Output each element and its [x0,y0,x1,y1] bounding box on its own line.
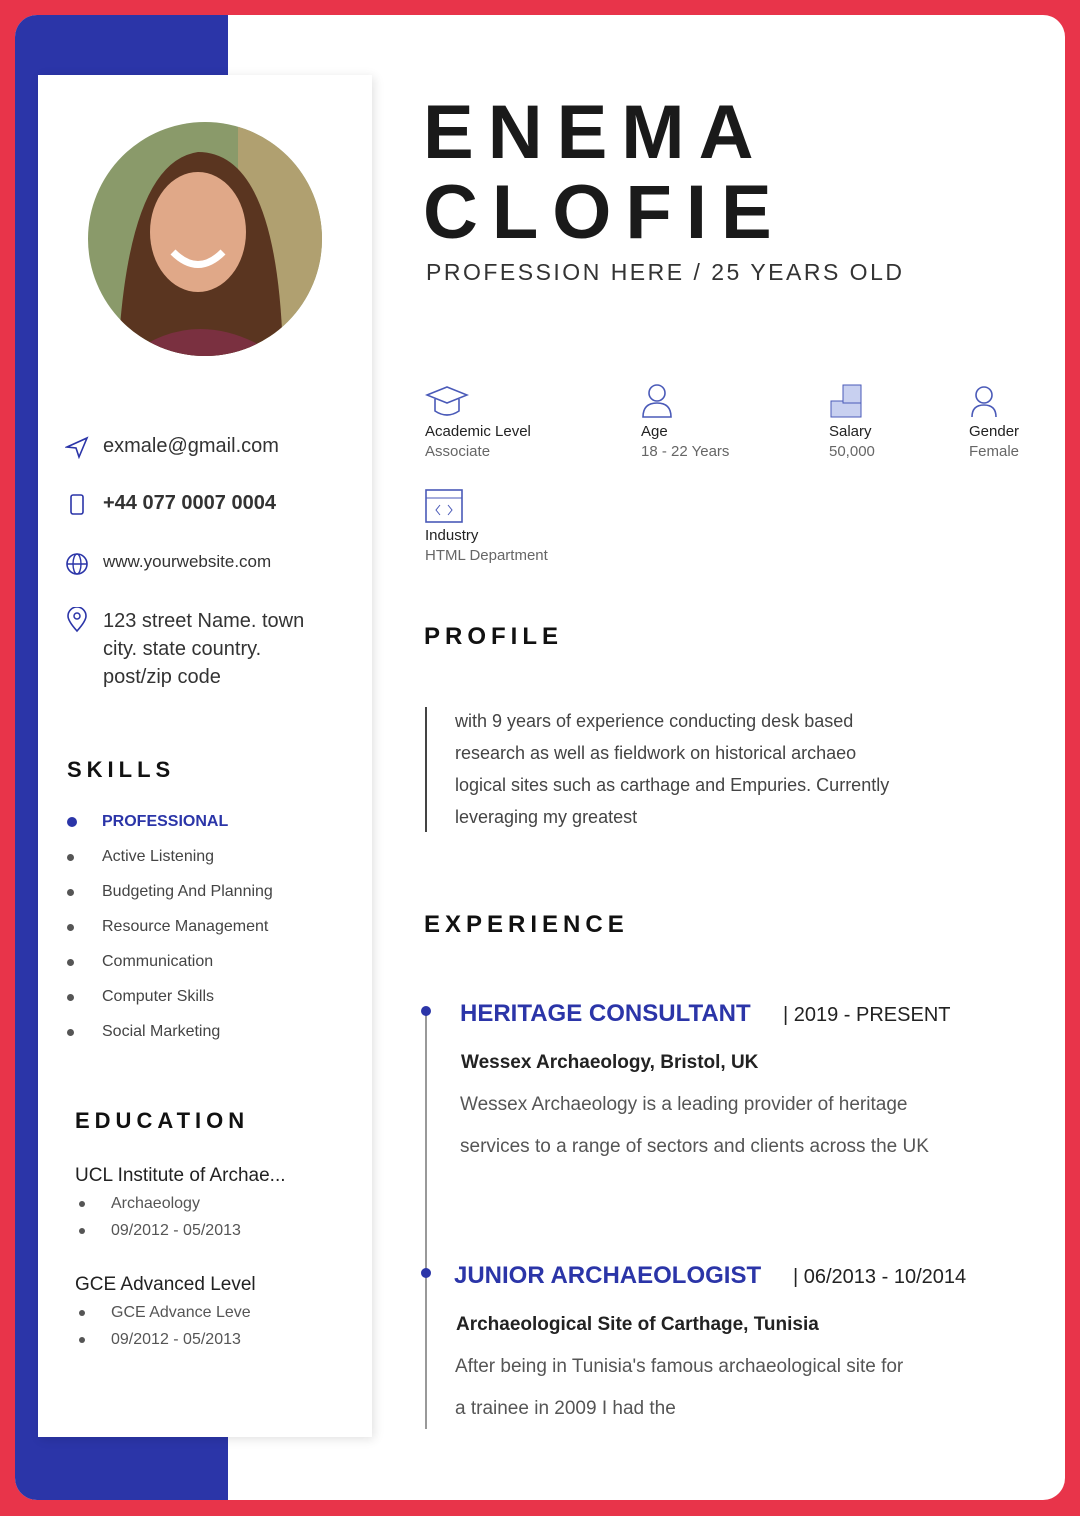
info-salary [829,383,875,460]
info-industry [425,489,548,564]
first-name: ENEMA [423,90,768,175]
skill-item [67,883,273,901]
location-pin-icon [65,607,89,633]
info-gender [969,383,1019,460]
timeline-line [425,1011,427,1429]
info-value: Female [969,443,1020,460]
info-value: 50,000 [829,443,875,460]
address-line: post/zip code [103,666,221,688]
bullet-icon [67,959,74,966]
skill-item [67,848,214,866]
skill-label: Active Listening [102,848,215,865]
profession-subtitle: PROFESSION HERE / 25 YEARS OLD [426,259,905,285]
phone-text: +44 077 0007 0004 [103,492,276,514]
skill-label: Computer Skills [102,988,215,1005]
desc-line: services to a range of sectors and clients across the UK [460,1136,929,1157]
email-text[interactable]: exmale@gmail.com [103,435,279,457]
education-title: GCE Advanced Level [75,1274,256,1295]
education-item [79,1331,241,1349]
address-contact [65,607,304,691]
desc-line: After being in Tunisia's famous archaeological site for [455,1356,904,1377]
graduation-cap-icon [425,383,469,419]
bullet-icon [67,924,74,931]
website-text[interactable]: www.yourwebsite.com [103,552,272,571]
info-label: Gender [969,423,1020,440]
info-value: HTML Department [425,547,548,564]
info-academic [425,383,531,460]
profile-photo [88,122,322,356]
profile-line: with 9 years of experience conducting desk based [455,711,854,731]
info-age [641,383,729,460]
info-label: Salary [829,423,872,440]
address-line: 123 street Name. town [103,610,305,632]
job-dates: | 2019 - PRESENT [783,1004,951,1026]
email-contact [65,435,279,459]
skill-category [67,813,228,831]
bullet-icon [67,1029,74,1036]
profile-line: leveraging my greatest [455,807,638,827]
education-title: UCL Institute of Archae... [75,1165,286,1186]
timeline-dot [421,1006,431,1016]
skill-label: Budgeting And Planning [102,883,273,900]
skill-label: Social Marketing [102,1023,221,1040]
job-description [460,1084,929,1168]
desc-line: a trainee in 2009 I had the [455,1398,676,1419]
skill-item [67,1023,220,1041]
education-item [79,1304,251,1322]
job-description [455,1346,903,1430]
education-item-text: Archaeology [111,1195,200,1212]
info-label: Academic Level [425,423,531,440]
address-line: city. state country. [103,638,262,660]
education-item-text: 09/2012 - 05/2013 [111,1222,241,1239]
money-icon [829,383,865,419]
globe-icon [65,552,89,576]
education-item-text: 09/2012 - 05/2013 [111,1331,241,1348]
bullet-icon [67,817,77,827]
info-value: Associate [425,443,491,460]
last-name: CLOFIE [423,170,786,255]
bullet-icon [79,1337,85,1343]
info-label: Industry [425,527,479,544]
bullet-icon [79,1201,85,1207]
info-label: Age [641,423,668,440]
skills-heading: SKILLS [67,757,176,782]
profile-divider [425,707,427,832]
phone-icon [65,492,89,516]
bullet-icon [67,889,74,896]
bullet-icon [79,1310,85,1316]
skill-label: Resource Management [102,918,269,935]
education-item [79,1222,241,1240]
skill-item [67,953,213,971]
profile-line: logical sites such as carthage and Empuries. Currently [455,775,890,795]
bullet-icon [79,1228,85,1234]
education-item-text: GCE Advance Leve [111,1304,251,1321]
user-icon [641,383,673,419]
profile-text [455,705,889,833]
profile-heading: PROFILE [424,623,564,650]
website-contact [65,552,271,576]
skill-label: Communication [102,953,214,970]
info-value: 18 - 22 Years [641,443,730,460]
skill-category-label: PROFESSIONAL [102,813,229,830]
timeline-dot [421,1268,431,1278]
job-company: Archaeological Site of Carthage, Tunisia [456,1314,819,1335]
code-window-icon [425,489,463,523]
bullet-icon [67,854,74,861]
desc-line: Wessex Archaeology is a leading provider of heritage [460,1094,908,1115]
job-title: JUNIOR ARCHAEOLOGIST [454,1262,762,1289]
education-item [79,1195,200,1213]
bullet-icon [67,994,74,1001]
female-icon [969,383,999,419]
job-title: HERITAGE CONSULTANT [460,1000,751,1027]
skill-item [67,918,268,936]
profile-line: research as well as fieldwork on historical archaeo [455,743,857,763]
send-icon [65,435,89,459]
phone-contact [65,492,276,516]
experience-heading: EXPERIENCE [424,911,629,938]
education-heading: EDUCATION [75,1108,250,1133]
skill-item [67,988,214,1006]
job-dates: | 06/2013 - 10/2014 [793,1266,967,1288]
resume-page [15,15,1065,1500]
job-company: Wessex Archaeology, Bristol, UK [461,1052,759,1073]
